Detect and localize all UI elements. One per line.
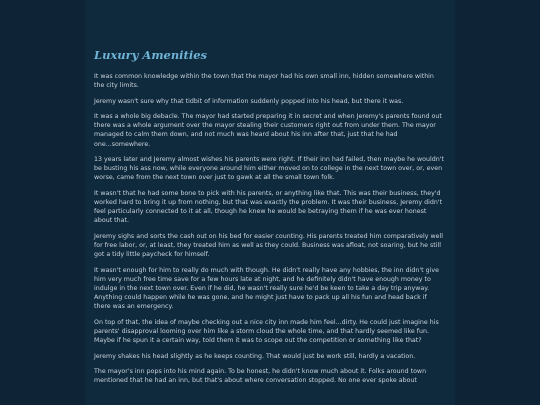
story-title: Luxury Amenities — [94, 48, 208, 62]
story-paragraph: It wasn't enough for him to really do much with though. He didn't really have any hobbies, the inn didn't give him very much free time save for a few hours late at night, and he definitely didn't have enough money to indulge in the next town over. Even if he did, he wasn't really sure he'd be keen to take a day trip anyway. Anything could happen while he was gone, and he might just have to pack up all his fun and head back if there was an emergency. — [94, 266, 439, 311]
story-paragraph: It wasn't that he had some bone to pick with his parents, or anything like that. This was their business, they'd worked hard to bring it up from nothing, but that was exactly the problem. It was their business, Jeremy didn't feel particularly connected to it at all, though he knew he would be betraying them if he was ever honest about that. — [94, 189, 443, 225]
story-paragraph: It was a whole big debacle. The mayor had started preparing it in secret and when Jeremy's parents found out there was a whole argument over the mayor stealing their customers right out from under them. The mayor managed to calm them down, and not much was heard about his inn after that, just that he had one...somewhere. — [94, 112, 442, 148]
story-content — [94, 47, 444, 392]
story-paragraph: The mayor's inn pops into his mind again. To be honest, he didn't know much about it. Folks around town mentioned that he had an inn, but that's about where conversation stopped. No one ever spoke about — [94, 367, 427, 385]
story-paragraph: It was common knowledge within the town that the mayor had his own small inn, hidden somewhere within the city limits. — [94, 73, 434, 90]
story-paragraph: 13 years later and Jeremy almost wishes his parents were right. If their inn had failed, then maybe he wouldn't be busting his ass now, while everyone around him either moved on to college in the next town over, or, even worse, came from the next town over just to gawk at all the small town folk. — [94, 155, 444, 182]
story-paragraph: On top of that, the idea of maybe checking out a nice city inn made him feel...dirty. He could just imagine his parents' disapproval looming over him like a storm cloud the whole time, and that hardly seemed like fun. Maybe if he spun it a certain way, told them it was to scope out the competition or something like that? — [94, 318, 439, 345]
story-paragraph: Jeremy shakes his head slightly as he keeps counting. That would just be work still, hardly a vacation. — [94, 352, 416, 360]
story-paragraph: Jeremy wasn't sure why that tidbit of information suddenly popped into his head, but there it was. — [94, 97, 404, 105]
story-page — [85, 0, 455, 405]
story-paragraph: Jeremy sighs and sorts the cash out on his bed for easier counting. His parents treated him comparatively well for free labor, or, at least, they treated him as well as they could. Business was afloat, not soaring, but he still got a tidy little paycheck for himself. — [94, 232, 444, 259]
